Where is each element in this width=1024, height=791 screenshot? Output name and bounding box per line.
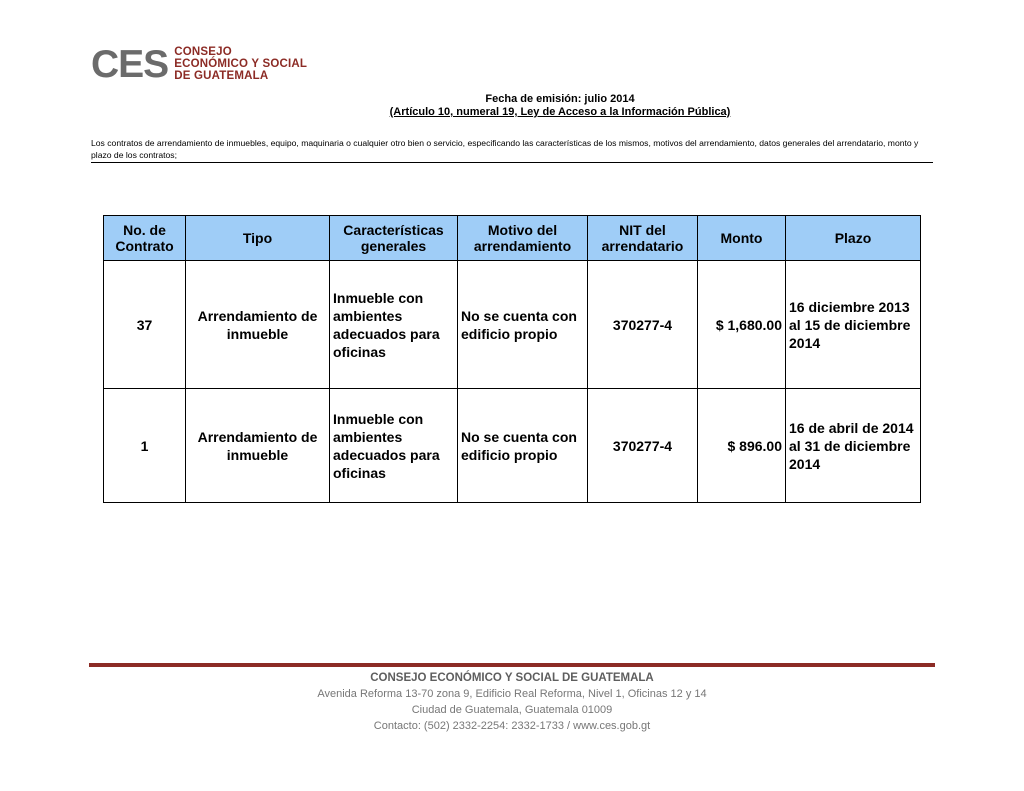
table-row bbox=[104, 261, 921, 389]
logo-line-3: DE GUATEMALA bbox=[174, 70, 269, 82]
footer-org: CONSEJO ECONÓMICO Y SOCIAL DE GUATEMALA bbox=[370, 672, 654, 684]
cell-plazo: 16 de abril de 2014 al 31 de diciembre 2014 bbox=[786, 389, 921, 503]
cell-contrato: 1 bbox=[104, 389, 186, 503]
logo-line-1: CONSEJO bbox=[174, 46, 232, 58]
intro-divider bbox=[91, 162, 933, 163]
cell-contrato: 37 bbox=[104, 261, 186, 389]
cell-tipo: Arrendamiento de inmueble bbox=[186, 261, 330, 389]
table-row bbox=[104, 389, 921, 503]
header-contrato: No. de Contrato bbox=[104, 216, 186, 261]
logo-mark: CES bbox=[91, 42, 169, 86]
cell-monto: $ 1,680.00 bbox=[698, 261, 786, 389]
issue-date: Fecha de emisión: julio 2014 bbox=[485, 93, 635, 105]
cell-caracteristicas: Inmueble con ambientes adecuados para oficinas bbox=[330, 261, 458, 389]
cell-plazo: 16 diciembre 2013 al 15 de diciembre 2014 bbox=[786, 261, 921, 389]
logo-text bbox=[174, 46, 307, 82]
footer-address: Avenida Reforma 13-70 zona 9, Edificio Real Reforma, Nivel 1, Oficinas 12 y 14 bbox=[317, 688, 707, 700]
ces-logo bbox=[91, 44, 307, 84]
cell-nit: 370277-4 bbox=[588, 261, 698, 389]
header-caracteristicas: Características generales bbox=[330, 216, 458, 261]
logo-line-2: ECONÓMICO Y SOCIAL bbox=[174, 58, 308, 70]
footer-contact: Contacto: (502) 2332-2254: 2332-1733 / www.ces.gob.gt bbox=[373, 720, 651, 732]
header-motivo: Motivo del arrendamiento bbox=[458, 216, 588, 261]
intro-text: Los contratos de arrendamiento de inmuebles, equipo, maquinaria o cualquier otro bien o servicio, especificando las características de los mismos, motivos del arrendamiento, datos generales del arrendatario, monto y plazo de los contratos; bbox=[91, 138, 919, 160]
header-nit: NIT del arrendatario bbox=[588, 216, 698, 261]
footer-divider bbox=[89, 663, 935, 667]
header-monto: Monto bbox=[698, 216, 786, 261]
table-header-row bbox=[104, 216, 921, 261]
legal-reference: (Artículo 10, numeral 19, Ley de Acceso a la Información Pública) bbox=[389, 106, 731, 118]
cell-nit: 370277-4 bbox=[588, 389, 698, 503]
cell-motivo: No se cuenta con edificio propio bbox=[458, 389, 588, 503]
contracts-table bbox=[103, 215, 921, 503]
cell-monto: $ 896.00 bbox=[698, 389, 786, 503]
header-plazo: Plazo bbox=[786, 216, 921, 261]
cell-tipo: Arrendamiento de inmueble bbox=[186, 389, 330, 503]
cell-motivo: No se cuenta con edificio propio bbox=[458, 261, 588, 389]
header-tipo: Tipo bbox=[186, 216, 330, 261]
cell-caracteristicas: Inmueble con ambientes adecuados para oficinas bbox=[330, 389, 458, 503]
footer-city: Ciudad de Guatemala, Guatemala 01009 bbox=[411, 704, 613, 716]
